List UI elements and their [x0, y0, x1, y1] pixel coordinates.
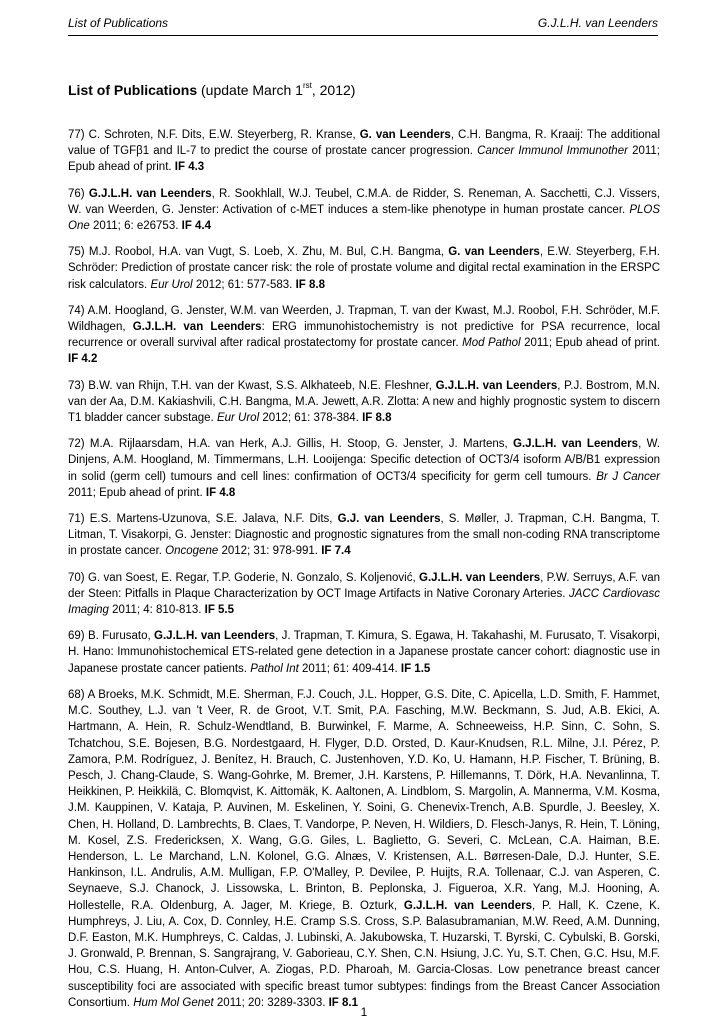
pub-citation: 2012; 61: 577-583.: [192, 278, 296, 291]
pub-highlight-author: G.J.L.H. van Leenders: [435, 379, 558, 392]
pub-highlight-author: G.J.L.H. van Leenders: [419, 571, 541, 584]
pub-title-text: : ERG immunohistochemistry is not predictive for PSA recurrence, local recurrence or overall survival after radical prostatectomy for prostate cancer.: [68, 321, 661, 350]
pub-highlight-author: G.J.L.H. van Leenders: [513, 438, 639, 451]
pub-authors-before: 69) B. Furusato,: [68, 630, 155, 643]
title-main: List of Publications: [68, 82, 198, 98]
publication-entry: [68, 628, 660, 677]
pub-highlight-author: G. van Leenders: [359, 129, 451, 141]
pub-authors-before: 77) C. Schroten, N.F. Dits, E.W. Steyerberg, R. Kranse,: [68, 129, 360, 141]
pub-impact-factor: IF 8.8: [295, 278, 325, 291]
pub-title-text: , P. Hall, K. Czene, K. Humphreys, J. Liu, A. Cox, D. Connley, H.E. Cramp S.S. Cross, S.P. Balasubramanian, M.W. Reed, A.M. Dunning, D.F. Easton, M.K. Humphreys, C. Caldas, J. Lubinski, A. Jakubowska, T. Huzarski, T. Byrski, C. Cybulski, B. Gorski, J. Gronwald, P. Brennan, S. Sangrajrang, V. Gaborieau, C.Y. Shen, C.N. Hsiung, J.C. Yu, S.T. Chen, G.C. Hsu, M.F. Hou, C.S. Huang, H. Anton-Culver, A. Ziogas, P.D. Pharoah, M. Garcia-Closas. Low penetrance breast cancer susceptibility foci are associated with specific breast tumor subtypes: findings from the Breast Cancer Association Consortium.: [68, 899, 660, 1009]
pub-citation: 2011; 6: e26753.: [89, 220, 182, 233]
pub-highlight-author: G.J.L.H. van Leenders: [403, 899, 532, 912]
pub-journal: PLOS One: [68, 203, 660, 233]
pub-citation: 2011; Epub ahead of print.: [68, 486, 206, 499]
pub-authors-before: 76): [68, 187, 89, 200]
pub-citation: 2011; Epub ahead of print.: [520, 337, 660, 350]
publication-entry: [68, 378, 660, 427]
pub-authors-before: 68) A Broeks, M.K. Schmidt, M.E. Sherman, F.J. Couch, J.L. Hopper, G.S. Dite, C. Apicella, L.D. Smith, F. Hammet, M.C. Southey, L.J. van 't Veer, R. de Groot, V.T. Smit, P.A. Fasching, M.W. Beckmann, S. Jud, A.B. Ekici, A. Hartmann, A. Hein, R. Schulz-Wendtland, B. Burwinkel, F. Marme, A. Schneeweiss, H.P. Sinn, C. Sohn, S. Tchatchou, S.E. Bojesen, B.G. Nordestgaard, H. Flyger, D.D. Orsted, D. Kaur-Knudsen, R.L. Milne, J.I. Pérez, P. Zamora, P.M. Rodríguez, J. Benítez, H. Brauch, C. Justenhoven, Y.D. Ko, U. Hamann, H.P. Fischer, T. Brüning, B. Pesch, J. Chang-Claude, S. Wang-Gohrke, M. Bremer, J.H. Karstens, P. Hillemanns, T. Dörk, H.A. Nevanlinna, T. Heikkinen, P. Heikkilä, C. Blomqvist, K. Aittomäk, K. Aaltonen, A. Lindblom, S. Margolin, A. Mannerma, V.M. Kosma, J.M. Kauppinen, V. Kataja, P. Auvinen, M. Eskelinen, Y. Soini, G. Chenevix-Trench, A.B. Spurdle, J. Beesley, X. Chen, H. Holland, D. Lambrechts, B. Claes, T. Vandorpe, P. Neven, H. Wildiers, D. Flesch-Janys, R. Hein, T. Löning, M. Kosel, Z.S. Fredericksen, X. Wang, G.G. Giles, L. Baglietto, G. Severi, C. McLean, C.A. Haiman, B.E. Henderson, L. Le Marchand, L.N. Kolonel, G.G. Alnæs, V. Kristensen, A.L. Børresen-Dale, D.J. Hunter, S.E. Hankinson, I.L. Andrulis, A.M. Mulligan, F.P. O'Malley, P. Devilee, P. Huijts, R.A. Tollenaar, C.J. van Asperen, C. Seynaeve, S.J. Chanock, J. Lissowska, L. Brinton, B. Peplonska, J. Figueroa, X.R. Yang, M.J. Hooning, A. Hollestelle, R.A. Oldenburg, A. Jager, M. Kriege, B. Ozturk,: [68, 688, 660, 912]
pub-impact-factor: IF 4.4: [181, 220, 212, 233]
pub-citation: 2011; 61: 409-414.: [298, 662, 401, 675]
publication-entry: [68, 127, 660, 176]
publication-entry: [68, 303, 660, 368]
pub-citation: 2011; 20: 3289-3303.: [213, 996, 329, 1009]
page-title: [68, 82, 658, 98]
publication-entry: [68, 186, 660, 235]
title-update-superscript: rst: [302, 81, 312, 90]
pub-impact-factor: IF 5.5: [204, 604, 235, 617]
pub-authors-before: 75) M.J. Roobol, H.A. van Vugt, S. Loeb, X. Zhu, M. Bul, C.H. Bangma,: [68, 246, 449, 259]
pub-highlight-author: G.J. van Leenders: [337, 513, 441, 526]
pub-journal: Eur Urol: [216, 412, 260, 425]
pub-title-text: , E.W. Steyerberg, F.H. Schröder: Prediction of prostate cancer risk: the role of prostate volume and digital rectal examination in the ERSPC risk calculators.: [68, 246, 660, 291]
header-left-text: List of Publications: [68, 16, 169, 30]
title-update-tail: , 2012): [311, 82, 356, 98]
pub-impact-factor: IF 1.5: [400, 662, 431, 675]
pub-impact-factor: IF 4.3: [174, 161, 205, 174]
pub-journal: Cancer Immunol Immunother: [477, 145, 628, 158]
pub-citation: 2011; Epub ahead of print.: [68, 145, 660, 174]
pub-title-text: , C.H. Bangma, R. Kraaij: The additional value of TGFβ1 and IL-7 to predict the course of prostate cancer progression.: [68, 129, 661, 158]
pub-title-text: , P.J. Bostrom, M.N. van der Aa, D.M. Kakiashvili, C.H. Bangma, M.A. Jewett, A.R. Zlotta: A new and highly prognostic system to discern T1 bladder cancer substage.: [68, 379, 660, 425]
pub-journal: Br J Cancer: [596, 470, 660, 483]
pub-journal: JACC Cardiovasc Imaging: [68, 587, 660, 617]
pub-journal: Mod Pathol: [462, 337, 521, 350]
publication-entry: [68, 511, 660, 560]
pub-title-text: , J. Trapman, T. Kimura, S. Egawa, H. Takahashi, M. Furusato, T. Visakorpi, H. Hano: Immunohistochemical ETS-related gene detection in a Japanese prostate cancer cohort: diagnostic use in Japanese prostate cancer patients.: [68, 630, 660, 675]
pub-journal: Eur Urol: [150, 278, 193, 291]
pub-journal: Oncogene: [165, 545, 219, 558]
pub-impact-factor: IF 4.8: [205, 486, 236, 499]
header-divider: [68, 35, 658, 36]
pub-impact-factor: IF 4.2: [68, 353, 98, 366]
pub-highlight-author: G.J.L.H. van Leenders: [132, 321, 262, 334]
pub-authors-before: 71) E.S. Martens-Uzunova, S.E. Jalava, N.F. Dits,: [68, 513, 338, 526]
pub-citation: 2011; 4: 810-813.: [108, 604, 205, 617]
page-number: 1: [360, 1005, 368, 1019]
pub-highlight-author: G.J.L.H. van Leenders: [88, 187, 212, 200]
running-header: [68, 16, 658, 34]
pub-authors-before: 73) B.W. van Rhijn, T.H. van der Kwast, S.S. Alkhateeb, N.E. Fleshner,: [68, 379, 436, 392]
title-update: [201, 82, 355, 98]
pub-title-text: , W. Dinjens, A.M. Hoogland, M. Timmermans, L.H. Looijenga: Specific detection of OCT3/4 isoform A/B/B1 expression in solid (germ cell) tumours and cell lines: confirmation of OCT3/4 specificity for germ cell tumours.: [68, 438, 660, 483]
pub-journal: Pathol Int: [250, 662, 299, 675]
pub-title-text: , P.W. Serruys, A.F. van der Steen: Pitfalls in Plaque Characterization by OCT Image Artifacts in Native Coronary Arteries.: [68, 571, 660, 600]
pub-citation: 2012; 31: 978-991.: [218, 545, 322, 558]
publication-entry: [68, 436, 660, 501]
pub-authors-before: 74) A.M. Hoogland, G. Jenster, W.M. van Weerden, J. Trapman, T. van der Kwast, M.J. Roobol, F.H. Schröder, M.F. Wildhagen,: [68, 304, 660, 334]
publication-entry: [68, 687, 660, 1011]
pub-highlight-author: G. van Leenders: [448, 246, 540, 259]
title-update-text: (update March 1: [201, 82, 303, 98]
publication-list: [68, 127, 660, 1021]
header-right-text: G.J.L.H. van Leenders: [537, 16, 658, 30]
pub-impact-factor: IF 8.8: [362, 412, 392, 425]
pub-title-text: , R. Sookhlall, W.J. Teubel, C.M.A. de Ridder, S. Reneman, A. Sacchetti, C.J. Vissers, W. van Weerden, G. Jenster: Activation of c-MET induces a stem-like phenotype in human prostate cancer.: [68, 187, 660, 216]
pub-authors-before: 70) G. van Soest, E. Regar, T.P. Goderie, N. Gonzalo, S. Koljenović,: [68, 571, 419, 584]
pub-impact-factor: IF 8.1: [328, 996, 359, 1009]
pub-journal: Hum Mol Genet: [133, 996, 214, 1009]
pub-title-text: , S. Møller, J. Trapman, C.H. Bangma, T. Litman, T. Visakorpi, G. Jenster: Diagnostic and prognostic signatures from the small non-coding RNA transcriptome in prostate cancer.: [68, 513, 660, 558]
pub-impact-factor: IF 7.4: [321, 545, 351, 558]
publication-entry: [68, 244, 660, 293]
pub-highlight-author: G.J.L.H. van Leenders: [154, 630, 276, 643]
pub-citation: 2012; 61: 378-384.: [259, 412, 363, 425]
publication-entry: [68, 570, 660, 619]
pub-authors-before: 72) M.A. Rijlaarsdam, H.A. van Herk, A.J. Gillis, H. Stoop, G. Jenster, J. Martens,: [68, 438, 514, 451]
